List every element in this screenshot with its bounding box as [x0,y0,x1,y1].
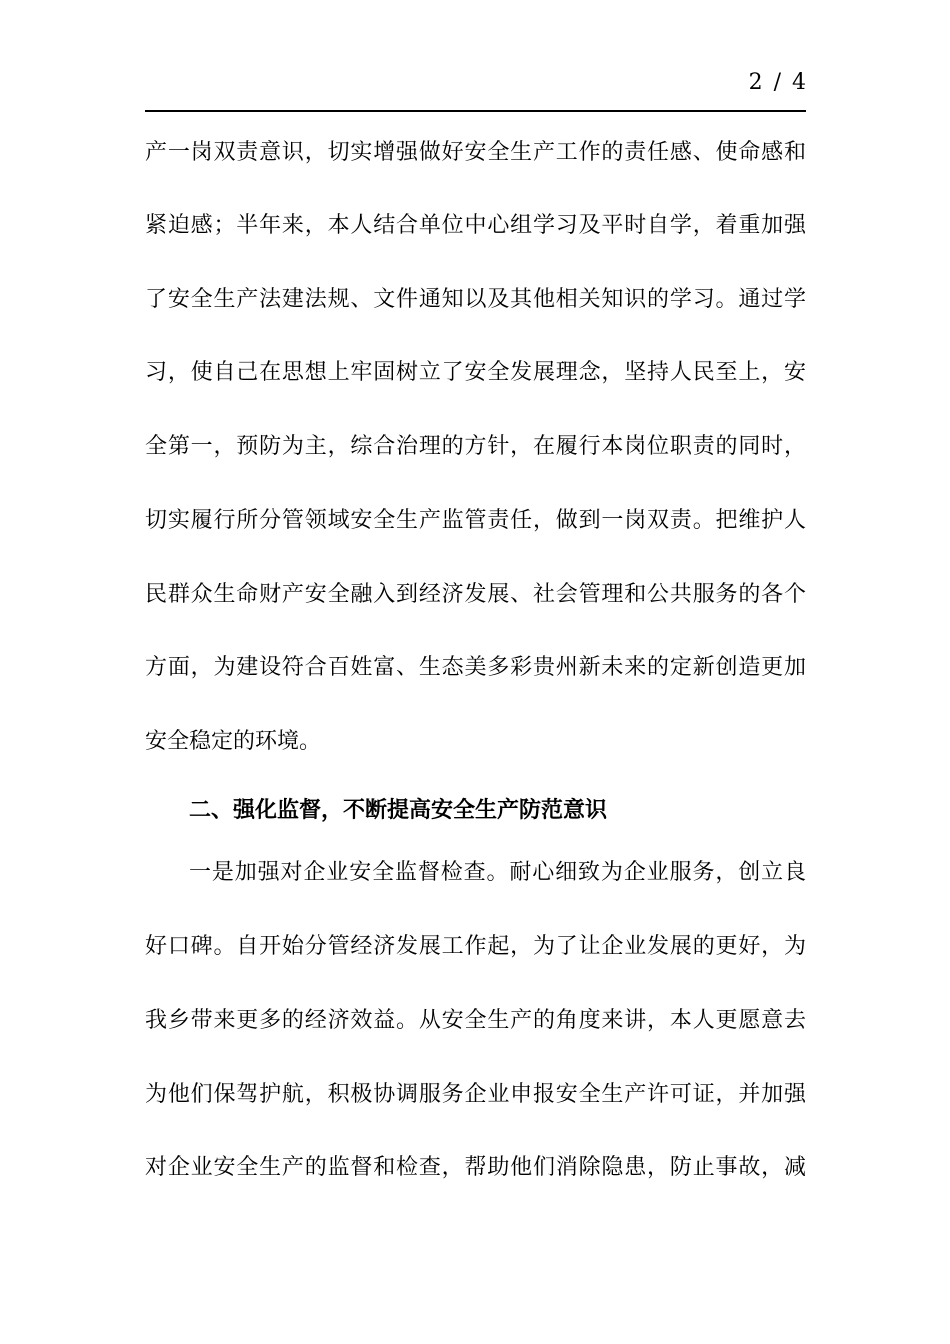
page-number: 2 / 4 [748,70,808,95]
body-line: 紧迫感；半年来，本人结合单位中心组学习及平时自学，着重加强 [145,213,806,238]
body-line: 好口碑。自开始分管经济发展工作起，为了让企业发展的更好，为 [145,934,806,959]
body-line: 习，使自己在思想上牢固树立了安全发展理念，坚持人民至上，安 [145,360,806,385]
header-divider [145,110,806,112]
body-line: 全第一，预防为主，综合治理的方针，在履行本岗位职责的同时， [145,434,806,459]
body-line: 方面，为建设符合百姓富、生态美多彩贵州新未来的定新创造更加 [145,655,806,680]
body-line: 我乡带来更多的经济效益。从安全生产的角度来讲，本人更愿意去 [145,1008,806,1033]
body-line: 安全稳定的环境。 [145,729,322,754]
body-line: 产一岗双责意识，切实增强做好安全生产工作的责任感、使命感和 [145,140,806,165]
section-heading: 二、强化监督，不断提高安全生产防范意识 [189,798,608,823]
body-line: 了安全生产法建法规、文件通知以及其他相关知识的学习。通过学 [145,287,806,312]
body-line: 对企业安全生产的监督和检查，帮助他们消除隐患，防止事故，减 [145,1155,806,1180]
body-line: 一是加强对企业安全监督检查。耐心细致为企业服务，创立良 [189,860,806,885]
body-line: 民群众生命财产安全融入到经济发展、社会管理和公共服务的各个 [145,582,806,607]
body-line: 切实履行所分管领域安全生产监管责任，做到一岗双责。把维护人 [145,508,806,533]
body-line: 为他们保驾护航，积极协调服务企业申报安全生产许可证，并加强 [145,1082,806,1107]
